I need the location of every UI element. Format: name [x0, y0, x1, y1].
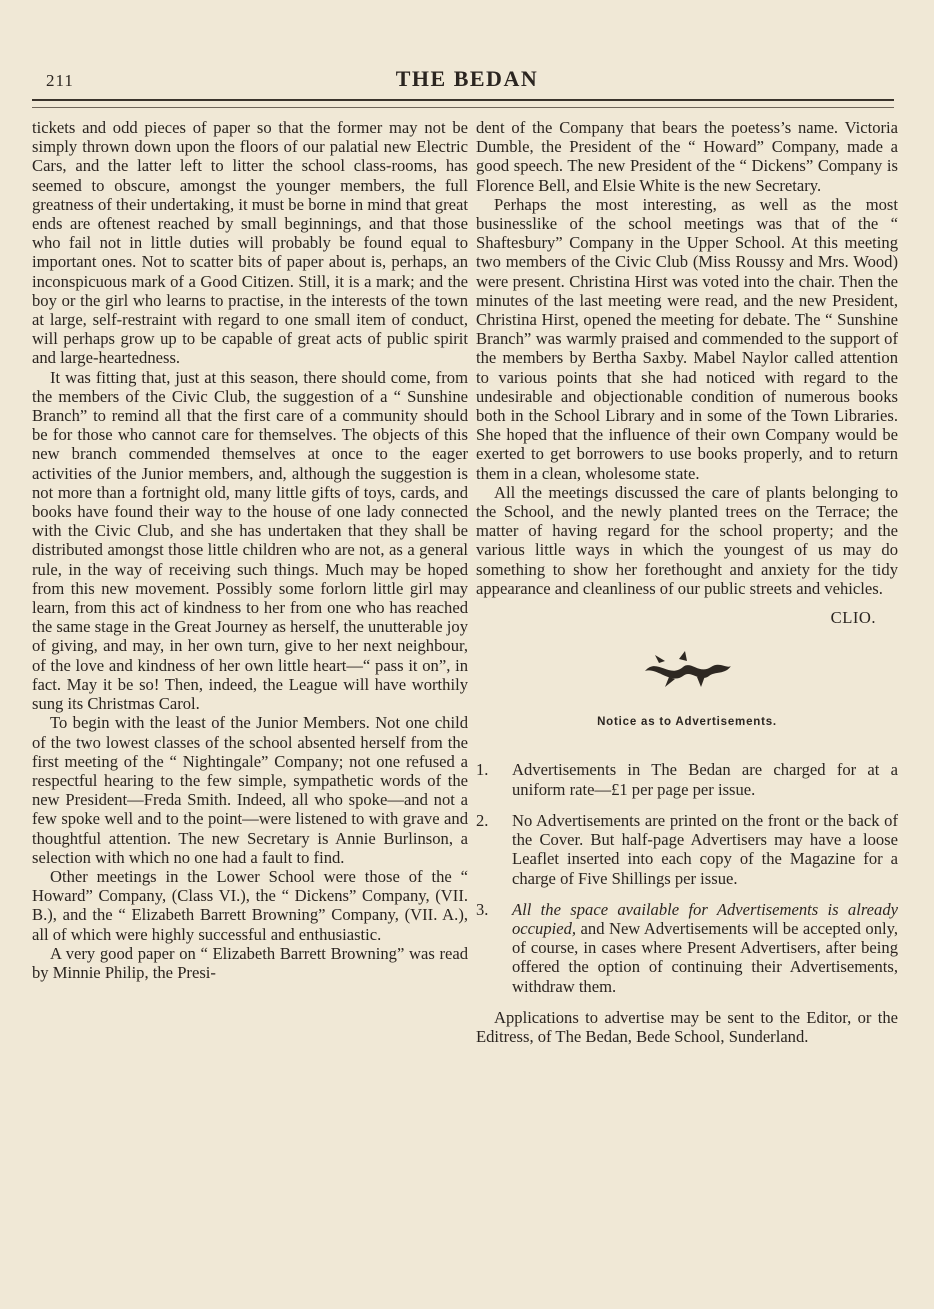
item-text-italic: All the space available for Advertisements is already occupied, [512, 899, 898, 938]
item-text-rest: and New Advertisements will be accepted only, of course, in cases where Present Advertisers, after being offered the option of continuing their Advertisements, withdraw them. [512, 918, 898, 996]
applications-paragraph: Applications to advertise may be sent to the Editor, or the Editress, of The Bedan, Bede School, Sunderland. [476, 1007, 898, 1046]
item-number: 1. [476, 760, 489, 780]
author-signature: CLIO. [830, 608, 876, 628]
paragraph: tickets and odd pieces of paper so that the former may not be simply thrown down upon the floors of our palatial new Electric Cars, and the latter left to litter the school class-rooms, has seemed to obscure, amongst the younger members, the full greatness of their undertaking, it must be borne in mind that great ends are oftenest reached by small beginnings, and that those who fail not in little duties will probably be found equal to important ones. Not to scatter bits of paper about is, perhaps, an inconspicuous mark of a Good Citizen. Still, it is a mark; and the boy or the girl who learns to practise, in the interests of the town at large, self-restraint with regard to one small item of conduct, will perhaps grow up to be capable of great acts of public spirit and large-heartedness. [32, 118, 468, 368]
item-number: 3. [476, 899, 489, 919]
notice-heading: Notice as to Advertisements. [597, 716, 777, 729]
list-item [476, 760, 898, 798]
advertisement-notice-list [476, 760, 898, 995]
paragraph: Perhaps the most interesting, as well as the most businesslike of the school meetings was that of the “ Shaftesbury” Company in the Upper School. At this meeting two members of the Civic Club (Miss Roussy and Mrs. Wood) were present. Christina Hirst was voted into the chair. Then the minutes of the last meeting were read, and the new President, Christina Hirst, opened the meeting for debate. The “ Sunshine Branch” was warmly praised and commended to the support of the members by Bertha Saxby. Mabel Naylor called attention to various points that she had noticed with regard to the undesirable and objectionable condition of numerous books both in the School Library and in some of the Town Libraries. She hoped that the influence of their own Company would be exerted to get borrowers to use books properly, and to return them in a clean, wholesome state. [476, 194, 898, 483]
paragraph: All the meetings discussed the care of plants belonging to the School, and the newly planted trees on the Terrace; the matter of having regard for the school property; and the various little ways in which the youngest of us may do something to show her forethought and anxiety for the tidy appearance and cleanliness of our public streets and vehicles. [476, 482, 898, 598]
left-column [32, 118, 468, 982]
list-item [476, 811, 898, 888]
paragraph: Other meetings in the Lower School were those of the “ Howard” Company, (Class VI.), the “ Dickens” Company, (VII. B.), and the “ Elizabeth Barrett Browning” Company, (VII. A.), all of which were highly successful and enthusiastic. [32, 866, 468, 944]
item-number: 2. [476, 810, 489, 830]
running-head: THE BEDAN [395, 66, 539, 91]
paragraph: It was fitting that, just at this season, there should come, from the members of the Civic Club, the suggestion of a “ Sunshine Branch” to remind all that the first care of a community should be for those who cannot care for themselves. The objects of this new branch commended themselves at once to the eager activities of the Junior members, and, although the suggestion is not more than a fortnight old, many little gifts of toys, cards, and books have found their way to the house of one lady connected with the Civic Club, and she has undertaken that they shall be distributed amongst those little children who are not, as a general rule, in the way of receiving such things. Much may be hoped from this new movement. Possibly some forlorn little girl may learn, from this act of kindness to her from one who has reached the same stage in the Great Journey as herself, the unutterable joy of giving, and may, in her own turn, give to her next neighbour, of the love and kindness of her own little heart—“ pass it on”, in fact. May it be so! Then, indeed, the League will have worthily sung its Christmas Carol. [32, 367, 468, 714]
paragraph: A very good paper on “ Elizabeth Barrett Browning” was read by Minnie Philip, the Presi- [32, 943, 468, 982]
right-column [476, 118, 898, 1046]
item-text [512, 900, 898, 996]
paragraph: dent of the Company that bears the poetess’s name. Victoria Dumble, the President of the “ Howard” Company, made a good speech. The new President of the “ Dickens” Company is Florence Bell, and Elsie White is the new Secretary. [476, 118, 898, 195]
list-item [476, 900, 898, 996]
page-number: 211 [46, 71, 74, 90]
header-rule [32, 99, 894, 108]
item-text: Advertisements in The Bedan are charged for at a uniform rate—£1 per page per issue. [512, 760, 898, 799]
item-text: No Advertisements are printed on the front or the back of the Cover. But half-page Advertisers may have a loose Leaflet inserted into each copy of the Magazine for a charge of Five Shillings per issue. [512, 810, 898, 888]
paragraph: To begin with the least of the Junior Members. Not one child of the two lowest classes of the school absented herself from the first meeting of the “ Nightingale” Company; not one refused a respectful hearing to the few simple, sympathetic words of the new President—Freda Smith. Indeed, all who spoke—and not a few spoke well and to the point—were listened to with grave and thoughtful attention. The new Secretary is Annie Burlinson, a selection with which no one had a fault to find. [32, 713, 468, 867]
ornament-icon [476, 649, 898, 689]
